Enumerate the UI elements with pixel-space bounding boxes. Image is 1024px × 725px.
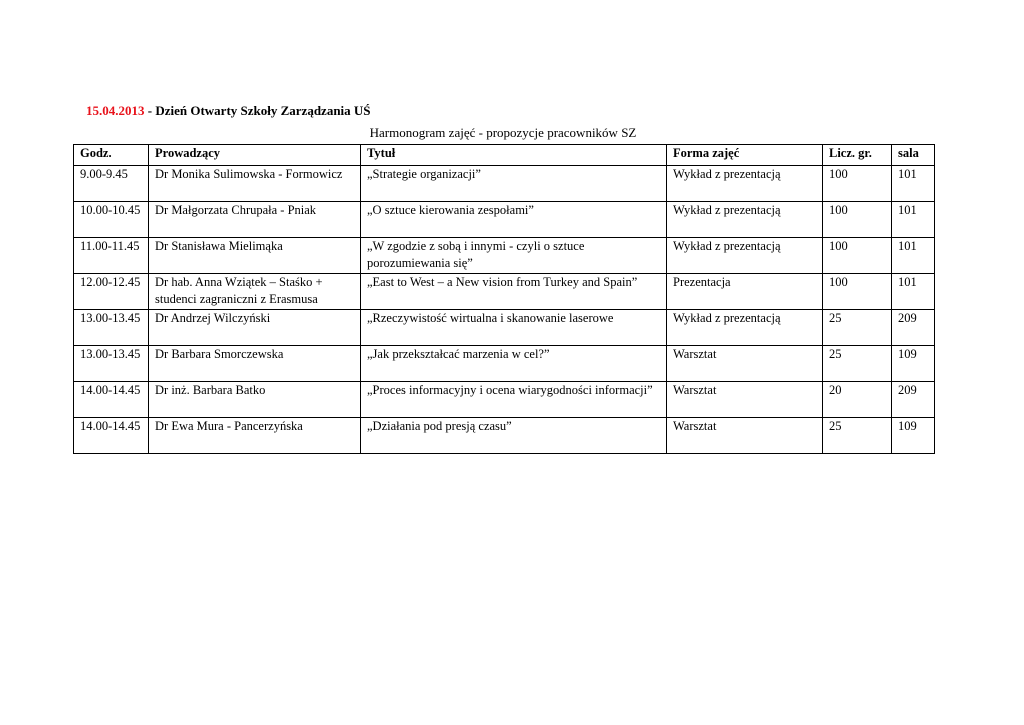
cell-lecturer: Dr Ewa Mura - Pancerzyńska bbox=[149, 418, 361, 454]
table-row bbox=[74, 418, 935, 454]
cell-time: 14.00-14.45 bbox=[74, 382, 149, 418]
cell-time: 12.00-12.45 bbox=[74, 274, 149, 310]
cell-form: Wykład z prezentacją bbox=[667, 202, 823, 238]
cell-title: „Rzeczywistość wirtualna i skanowanie laserowe bbox=[361, 310, 667, 346]
cell-title: „Strategie organizacji” bbox=[361, 166, 667, 202]
cell-room: 209 bbox=[892, 310, 935, 346]
cell-form: Warsztat bbox=[667, 382, 823, 418]
cell-room: 109 bbox=[892, 418, 935, 454]
cell-room: 101 bbox=[892, 166, 935, 202]
cell-time: 11.00-11.45 bbox=[74, 238, 149, 274]
cell-group-size: 20 bbox=[823, 382, 892, 418]
cell-title: „Jak przekształcać marzenia w cel?” bbox=[361, 346, 667, 382]
cell-lecturer: Dr inż. Barbara Batko bbox=[149, 382, 361, 418]
table-row bbox=[74, 382, 935, 418]
header-form: Forma zajęć bbox=[667, 145, 823, 166]
header-title: Tytuł bbox=[361, 145, 667, 166]
cell-time: 13.00-13.45 bbox=[74, 346, 149, 382]
cell-lecturer: Dr Barbara Smorczewska bbox=[149, 346, 361, 382]
table-header-row bbox=[74, 145, 935, 166]
table-row bbox=[74, 310, 935, 346]
header-time: Godz. bbox=[74, 145, 149, 166]
cell-group-size: 25 bbox=[823, 346, 892, 382]
cell-group-size: 100 bbox=[823, 238, 892, 274]
cell-room: 209 bbox=[892, 382, 935, 418]
cell-room: 101 bbox=[892, 274, 935, 310]
cell-title: „Działania pod presją czasu” bbox=[361, 418, 667, 454]
schedule-subtitle: Harmonogram zajęć - propozycje pracowników SZ bbox=[369, 125, 637, 140]
cell-lecturer: Dr Monika Sulimowska - Formowicz bbox=[149, 166, 361, 202]
table-row bbox=[74, 166, 935, 202]
table-row bbox=[74, 274, 935, 310]
header-lecturer: Prowadzący bbox=[149, 145, 361, 166]
cell-form: Wykład z prezentacją bbox=[667, 166, 823, 202]
cell-lecturer: Dr Stanisława Mielimąka bbox=[149, 238, 361, 274]
header-room: sala bbox=[892, 145, 935, 166]
cell-room: 101 bbox=[892, 238, 935, 274]
cell-group-size: 25 bbox=[823, 418, 892, 454]
table-row bbox=[74, 238, 935, 274]
cell-time: 9.00-9.45 bbox=[74, 166, 149, 202]
schedule-table bbox=[73, 144, 935, 454]
cell-form: Wykład z prezentacją bbox=[667, 238, 823, 274]
cell-lecturer: Dr Małgorzata Chrupała - Pniak bbox=[149, 202, 361, 238]
cell-form: Wykład z prezentacją bbox=[667, 310, 823, 346]
cell-time: 13.00-13.45 bbox=[74, 310, 149, 346]
cell-group-size: 100 bbox=[823, 274, 892, 310]
cell-title: „O sztuce kierowania zespołami” bbox=[361, 202, 667, 238]
event-title: - Dzień Otwarty Szkoły Zarządzania UŚ bbox=[144, 103, 371, 118]
cell-lecturer: Dr hab. Anna Wziątek – Staśko + studenci zagraniczni z Erasmusa bbox=[149, 274, 361, 310]
cell-title: „East to West – a New vision from Turkey and Spain” bbox=[361, 274, 667, 310]
table-row bbox=[74, 346, 935, 382]
table-row bbox=[74, 202, 935, 238]
cell-time: 14.00-14.45 bbox=[74, 418, 149, 454]
cell-form: Warsztat bbox=[667, 418, 823, 454]
cell-title: „Proces informacyjny i ocena wiarygodności informacji” bbox=[361, 382, 667, 418]
document-title bbox=[86, 103, 371, 119]
cell-group-size: 25 bbox=[823, 310, 892, 346]
cell-lecturer: Dr Andrzej Wilczyński bbox=[149, 310, 361, 346]
cell-room: 101 bbox=[892, 202, 935, 238]
cell-title: „W zgodzie z sobą i innymi - czyli o sztuce porozumiewania się” bbox=[361, 238, 667, 274]
cell-group-size: 100 bbox=[823, 166, 892, 202]
cell-room: 109 bbox=[892, 346, 935, 382]
cell-form: Prezentacja bbox=[667, 274, 823, 310]
header-group-size: Licz. gr. bbox=[823, 145, 892, 166]
cell-time: 10.00-10.45 bbox=[74, 202, 149, 238]
cell-group-size: 100 bbox=[823, 202, 892, 238]
cell-form: Warsztat bbox=[667, 346, 823, 382]
event-date: 15.04.2013 bbox=[86, 103, 145, 118]
